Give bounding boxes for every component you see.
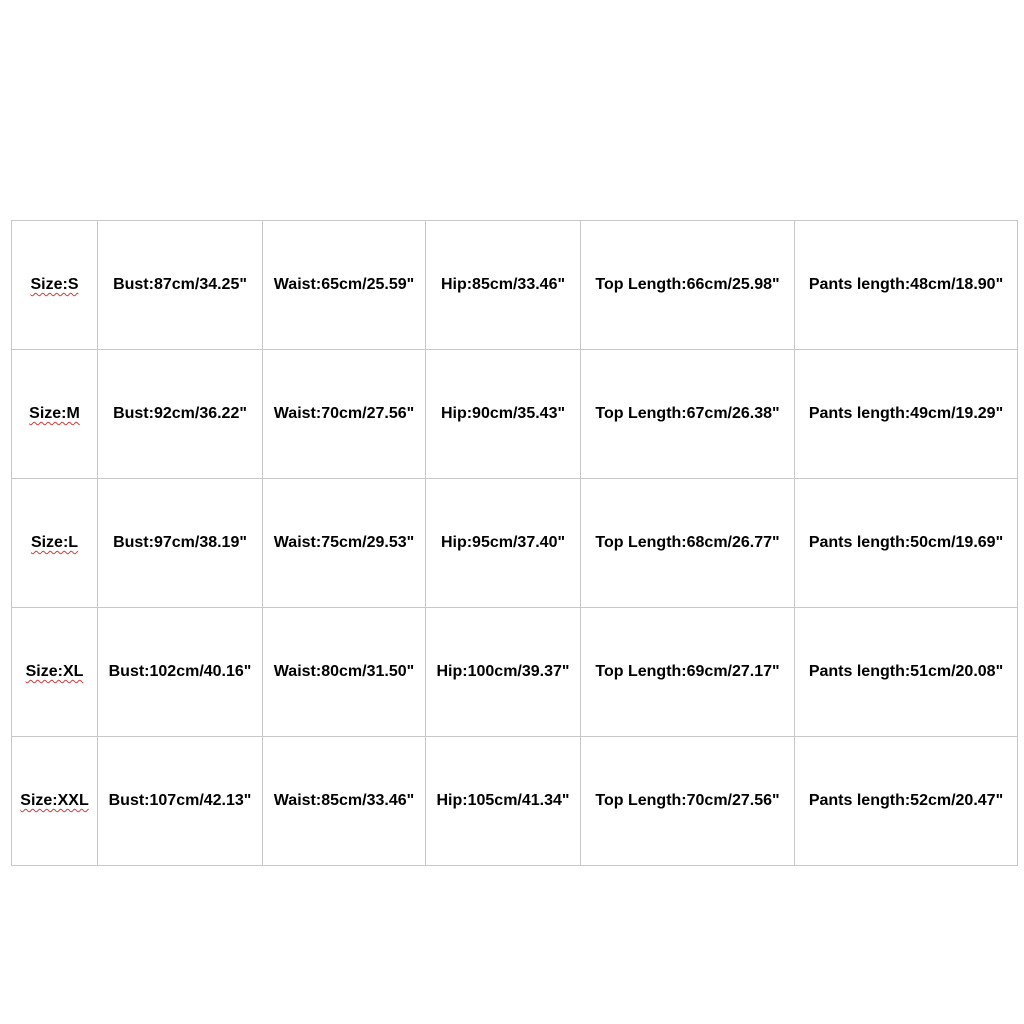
table-row <box>12 479 1018 608</box>
size-label: Size:L <box>30 534 79 551</box>
bust-cell: Bust:92cm/36.22" <box>98 350 263 479</box>
waist-cell: Waist:85cm/33.46" <box>263 737 426 866</box>
top-length-cell: Top Length:69cm/27.17" <box>581 608 795 737</box>
pants-length-cell: Pants length:52cm/20.47" <box>795 737 1018 866</box>
size-label: Size:S <box>30 276 79 293</box>
size-cell <box>12 350 98 479</box>
bust-cell: Bust:97cm/38.19" <box>98 479 263 608</box>
waist-cell: Waist:70cm/27.56" <box>263 350 426 479</box>
size-cell <box>12 608 98 737</box>
pants-length-cell: Pants length:51cm/20.08" <box>795 608 1018 737</box>
hip-cell: Hip:95cm/37.40" <box>426 479 581 608</box>
size-cell <box>12 221 98 350</box>
size-label: Size:XXL <box>20 792 89 809</box>
waist-cell: Waist:75cm/29.53" <box>263 479 426 608</box>
size-label: Size:XL <box>25 663 84 680</box>
size-label: Size:M <box>29 405 80 422</box>
table-row <box>12 737 1018 866</box>
table-row <box>12 608 1018 737</box>
pants-length-cell: Pants length:48cm/18.90" <box>795 221 1018 350</box>
table-row <box>12 350 1018 479</box>
top-length-cell: Top Length:67cm/26.38" <box>581 350 795 479</box>
hip-cell: Hip:90cm/35.43" <box>426 350 581 479</box>
bust-cell: Bust:87cm/34.25" <box>98 221 263 350</box>
top-length-cell: Top Length:68cm/26.77" <box>581 479 795 608</box>
bust-cell: Bust:107cm/42.13" <box>98 737 263 866</box>
hip-cell: Hip:85cm/33.46" <box>426 221 581 350</box>
pants-length-cell: Pants length:50cm/19.69" <box>795 479 1018 608</box>
hip-cell: Hip:105cm/41.34" <box>426 737 581 866</box>
size-cell <box>12 737 98 866</box>
size-chart-table <box>11 220 1018 866</box>
pants-length-cell: Pants length:49cm/19.29" <box>795 350 1018 479</box>
top-length-cell: Top Length:66cm/25.98" <box>581 221 795 350</box>
hip-cell: Hip:100cm/39.37" <box>426 608 581 737</box>
table-row <box>12 221 1018 350</box>
waist-cell: Waist:65cm/25.59" <box>263 221 426 350</box>
size-cell <box>12 479 98 608</box>
top-length-cell: Top Length:70cm/27.56" <box>581 737 795 866</box>
bust-cell: Bust:102cm/40.16" <box>98 608 263 737</box>
waist-cell: Waist:80cm/31.50" <box>263 608 426 737</box>
